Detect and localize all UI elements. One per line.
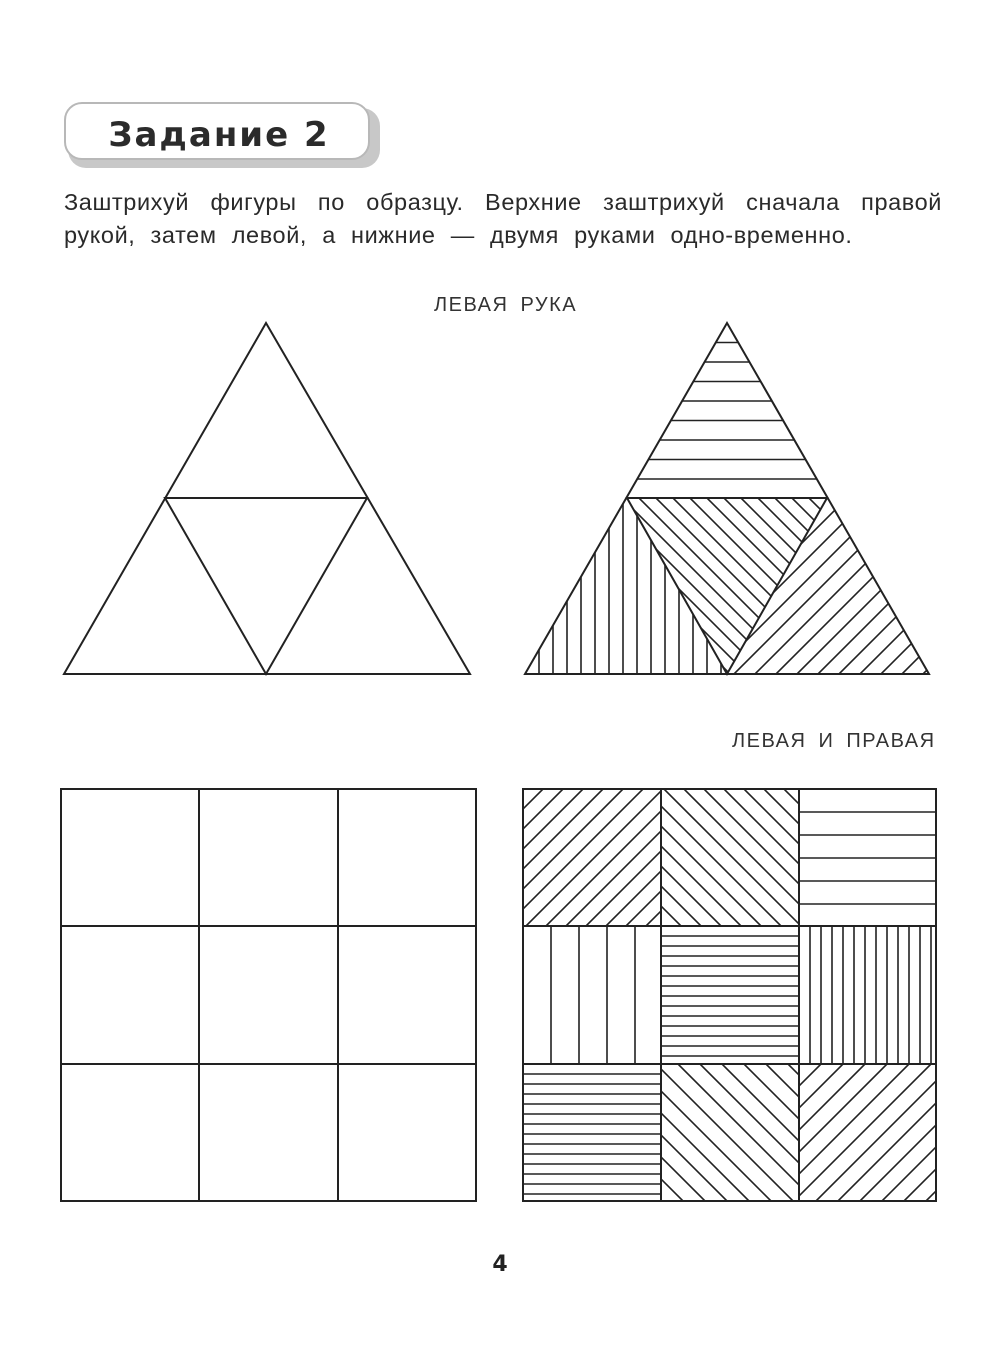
hatch-line-diagonal-down: [766, 1064, 903, 1201]
hatch-line-diagonal-up: [728, 1064, 865, 1201]
grid-sample: [406, 789, 1000, 1201]
hatch-line-diagonal-up: [860, 498, 1000, 674]
hatch-line-diagonal-down: [722, 1064, 859, 1201]
hatch-line-diagonal-up: [446, 789, 583, 926]
hatch-line-diagonal-up: [772, 1064, 909, 1201]
hatch-line-diagonal-up: [566, 789, 703, 926]
hatch-line-diagonal-down: [435, 498, 611, 674]
page-number: 4: [492, 1252, 508, 1277]
hatch-line-diagonal-up: [818, 498, 994, 674]
hatch-line-diagonal-up: [881, 498, 1000, 674]
task-title: Задание 2: [108, 115, 330, 155]
hatch-line-diagonal-down: [503, 498, 679, 674]
hatch-line-diagonal-down: [469, 498, 645, 674]
hatch-line-diagonal-up: [750, 1064, 887, 1201]
triangle-blank[interactable]: [64, 323, 470, 674]
hatch-line-diagonal-up: [923, 498, 1000, 674]
hatch-line-diagonal-up: [586, 789, 723, 926]
hatch-line-diagonal-down: [744, 1064, 881, 1201]
hatch-line-diagonal-down: [644, 789, 781, 926]
hatch-line-diagonal-up: [606, 789, 743, 926]
hatch-line-diagonal-up: [545, 498, 721, 674]
hatch-line-diagonal-down: [809, 498, 985, 674]
hatch-line-diagonal-down: [624, 789, 761, 926]
hatch-line-diagonal-down: [843, 498, 1000, 674]
hatch-line-diagonal-down: [700, 1064, 837, 1201]
hatch-line-diagonal-down: [622, 498, 798, 674]
label-left-hand: ЛЕВАЯ РУКА: [434, 294, 578, 316]
hatch-line-diagonal-down: [564, 789, 701, 926]
hatch-line-diagonal-up: [882, 1064, 1000, 1201]
hatch-line-diagonal-up: [797, 498, 973, 674]
hatch-line-diagonal-down: [788, 1064, 925, 1201]
hatch-line-diagonal-down: [537, 498, 713, 674]
hatch-line-diagonal-up: [838, 1064, 975, 1201]
label-both-hands: ЛЕВАЯ И ПРАВАЯ: [732, 730, 936, 752]
hatch-line-diagonal-up: [526, 789, 663, 926]
hatch-line-diagonal-up: [546, 789, 683, 926]
hatch-line-diagonal-down: [678, 1064, 815, 1201]
hatch-line-diagonal-down: [656, 1064, 793, 1201]
hatch-line-diagonal-up: [926, 1064, 1000, 1201]
hatch-line-diagonal-down: [604, 789, 741, 926]
hatch-line-diagonal-up: [692, 498, 868, 674]
hatch-line-diagonal-up: [466, 789, 603, 926]
hatch-line-diagonal-up: [426, 789, 563, 926]
hatch-line-diagonal-down: [520, 498, 696, 674]
grid-blank[interactable]: [61, 789, 476, 1201]
hatch-line-diagonal-down: [792, 498, 968, 674]
hatch-line-diagonal-up: [794, 1064, 931, 1201]
hatch-line-diagonal-up: [608, 498, 784, 674]
hatch-line-diagonal-down: [571, 498, 747, 674]
hatch-line-diagonal-down: [656, 498, 832, 674]
hatch-line-diagonal-up: [902, 498, 1000, 674]
hatch-line-diagonal-down: [664, 789, 801, 926]
hatch-line-diagonal-down: [486, 498, 662, 674]
hatch-line-diagonal-up: [486, 789, 623, 926]
hatch-line-diagonal-up: [684, 1064, 821, 1201]
hatch-line-diagonal-up: [506, 789, 643, 926]
hatch-line-diagonal-up: [816, 1064, 953, 1201]
hatch-line-diagonal-up: [671, 498, 847, 674]
hatch-line-diagonal-down: [584, 789, 721, 926]
hatch-line-diagonal-down: [707, 498, 883, 674]
hatch-line-diagonal-down: [401, 498, 577, 674]
instructions-text: Заштрихуй фигуры по образцу. Верхние заштрихуй сначала правой рукой, затем левой, а нижние — двумя руками одно-временно.: [64, 189, 942, 248]
hatch-line-diagonal-up: [706, 1064, 843, 1201]
hatch-line-diagonal-down: [741, 498, 917, 674]
hatch-line-diagonal-up: [646, 789, 783, 926]
triangle-sample: [401, 323, 1000, 674]
hatch-line-diagonal-up: [626, 789, 763, 926]
hatch-line-diagonal-up: [860, 1064, 997, 1201]
hatch-line-diagonal-up: [904, 1064, 1000, 1201]
